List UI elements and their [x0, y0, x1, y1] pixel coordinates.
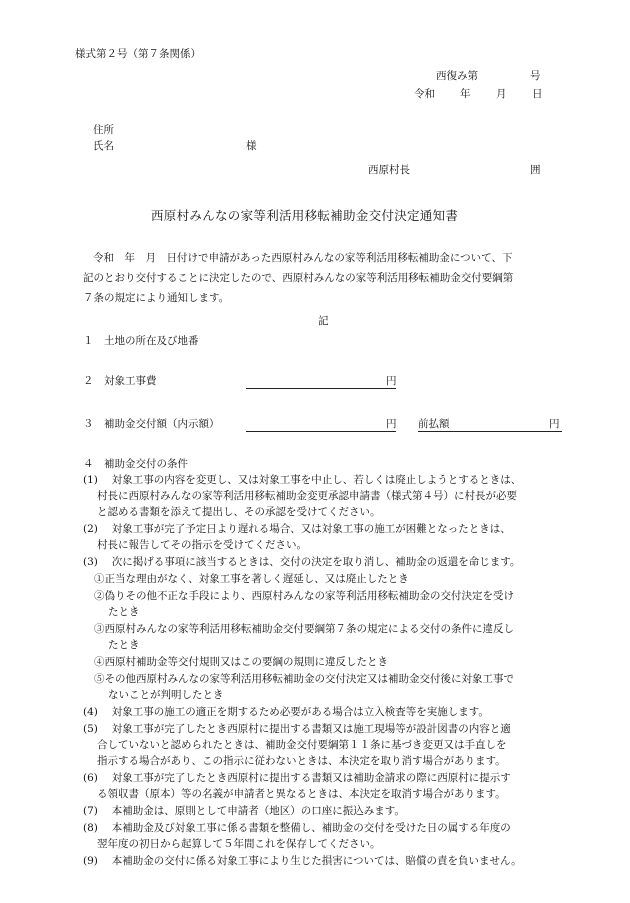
form-number: 様式第２号（第７条関係）	[75, 48, 201, 60]
date-month-unit: 月	[496, 88, 507, 100]
document-number-prefix: 西復み第	[436, 70, 478, 82]
condition-3-line-1: (3) 次に掲げる事項に該当するときは、交付の決定を取り消し、補助金の返還を命じます。	[83, 556, 521, 568]
prepayment-label: 前払額	[418, 418, 450, 430]
item-conditions-heading: ４ 補助金交付の条件	[83, 458, 188, 470]
recipient-name-label: 氏名	[93, 140, 114, 152]
item-land-location: １ 土地の所在及び地番	[83, 335, 199, 347]
prepayment-field-line	[418, 431, 562, 432]
condition-1-line-2: 村長に西原村みんなの家等利活用移転補助金変更承認申請書（様式第４号）に村長が必要	[97, 490, 517, 502]
issuer-title: 西原村長	[368, 164, 410, 176]
date-day-unit: 日	[532, 88, 543, 100]
condition-3-sub-2-line-1: ②偽りその他不正な手段により、西原村みんなの家等利活用移転補助金の交付決定を受け	[94, 590, 514, 602]
date-era: 令和	[414, 88, 435, 100]
condition-2-line-1: (2) 対象工事が完了予定日より遅れる場合、又は対象工事の施工が困難となったときは、	[83, 523, 511, 535]
condition-3-sub-4: ④西原村補助金等交付規則又はこの要綱の規則に違反したとき	[94, 656, 388, 668]
condition-3-sub-2-line-2: たとき	[108, 606, 140, 618]
recipient-honorific: 様	[246, 140, 257, 152]
condition-3-sub-1: ①正当な理由がなく、対象工事を著しく遅延し、又は廃止したとき	[94, 573, 409, 585]
condition-8-line-1: (8) 本補助金及び対象工事に係る書類を整備し、補助金の交付を受けた日の属する年度の	[83, 822, 511, 834]
document-number-suffix: 号	[530, 70, 541, 82]
condition-9: (9) 本補助金の交付に係る対象工事により生じた損害については、賠償の責を負いません。	[83, 855, 522, 867]
item-construction-cost-label: ２ 対象工事費	[83, 375, 157, 387]
item-subsidy-amount-label: ３ 補助金交付額（内示額）	[83, 418, 220, 430]
condition-5-line-3: 指示する場合があり、この指示に従わないときは、本決定を取り消す場合があります。	[97, 755, 506, 767]
construction-cost-field-line	[246, 388, 396, 389]
condition-2-line-2: 村長に報告してその指示を受けてください。	[97, 539, 307, 551]
construction-cost-yen: 円	[386, 375, 397, 387]
condition-5-line-2: 合していないと認められたときは、補助金交付要綱第１１条に基づき変更又は手直しを	[97, 739, 507, 751]
condition-3-sub-5-line-2: ないことが判明したとき	[108, 689, 224, 701]
prepayment-yen: 円	[549, 418, 560, 430]
condition-5-line-1: (5) 対象工事が完了したとき西原村に提出する書類又は施工現場等が設計図書の内容と適	[83, 723, 511, 735]
condition-6-line-1: (6) 対象工事が完了したとき西原村に提出する書類又は補助金請求の際に西原村に提示す	[83, 772, 511, 784]
ki-label: 記	[318, 315, 329, 327]
condition-7: (7) 本補助金は、原則として申請者（地区）の口座に振込みます。	[83, 805, 405, 817]
condition-3-sub-5-line-1: ⑤その他西原村みんなの家等利活用移転補助金の交付決定又は補助金交付後に対象工事で	[94, 673, 514, 685]
subsidy-amount-yen: 円	[386, 418, 397, 430]
condition-4: (4) 対象工事の施工の適正を期するため必要がある場合は立入検査等を実施します。	[83, 706, 489, 718]
condition-6-line-2: る領収書（原本）等の名義が申請者と異なるときは、本決定を取消す場合があります。	[97, 788, 506, 800]
issuer-seal-mark: 囲	[530, 164, 541, 176]
condition-1-line-1: (1) 対象工事の内容を変更し、又は対象工事を中止し、若しくは廃止しようとするときは、	[83, 474, 522, 486]
intro-line-3: ７条の規定により通知します。	[83, 292, 230, 304]
intro-line-1: 令和 年 月 日付けで申請があった西原村みんなの家等利活用移転補助金について、下	[93, 252, 513, 264]
date-year-unit: 年	[460, 88, 471, 100]
subsidy-amount-field-line	[246, 431, 396, 432]
condition-3-sub-3-line-1: ③西原村みんなの家等利活用移転補助金交付要綱第７条の規定による交付の条件に違反し	[94, 623, 514, 635]
intro-line-2: 記のとおり交付することに決定したので、西原村みんなの家等利活用移転補助金交付要綱第	[83, 272, 514, 284]
condition-8-line-2: 翌年度の初日から起算して５年間これを保存してください。	[97, 838, 381, 850]
recipient-address-label: 住所	[93, 124, 114, 136]
document-title: 西原村みんなの家等利活用移転補助金交付決定通知書	[151, 208, 459, 223]
condition-1-line-3: と認める書類を添えて提出し、その承認を受けてください。	[97, 506, 381, 518]
condition-3-sub-3-line-2: たとき	[108, 639, 140, 651]
